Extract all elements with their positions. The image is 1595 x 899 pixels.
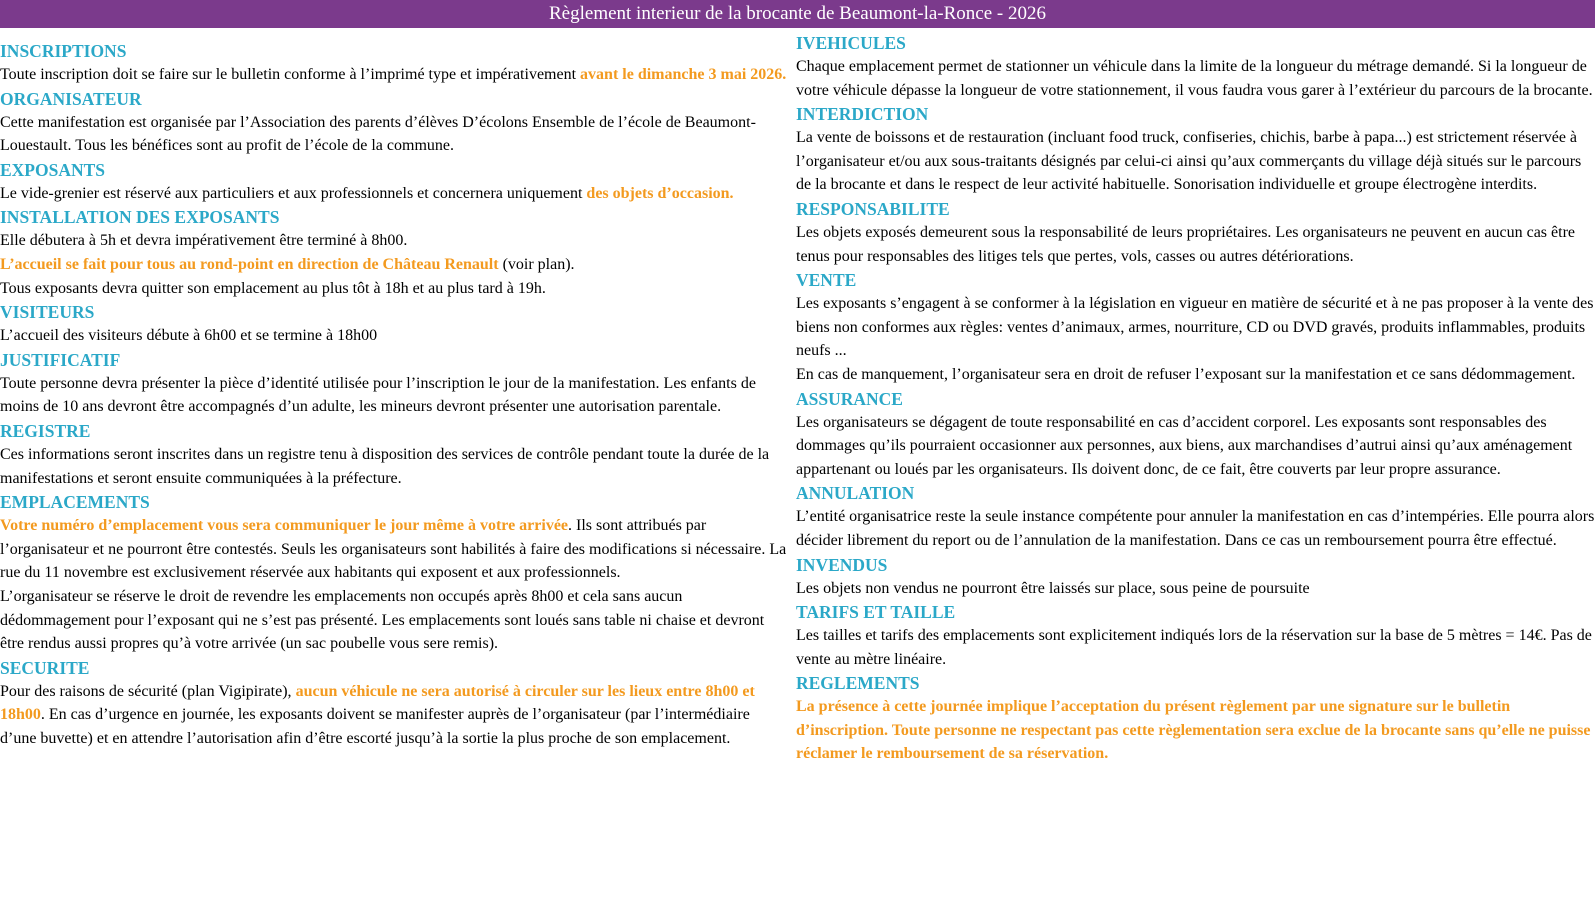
section-text-vente-2: En cas de manquement, l’organisateur sera en droit de refuser l’exposant sur la manifestation et ce sans dédommagement.: [796, 365, 1576, 383]
section-text-annulation: L’entité organisatrice reste la seule instance compétente pour annuler la manifestation en cas d’intempéries. Elle pourra alors décider librement du report ou de l’annulation de la manifestation. Dans ce cas un remboursement pourra être effectué.: [796, 508, 1595, 549]
section-text-vente-1: Les exposants s’engagent à se conformer à la législation en vigueur en matière de sécurité et à ne pas proposer à la vente des biens non conformes aux règles: ventes d’animaux, armes, nourriture, CD ou DVD gravés, produits inflammables, produits neufs ...: [796, 295, 1594, 360]
left-column: [0, 28, 788, 750]
highlight-vehicule: aucun véhicule ne sera autorisé à circuler sur les lieux entre 8h00 et 18h00: [0, 682, 755, 724]
section-heading-registre: REGISTRE: [0, 420, 91, 441]
section-text-emplacements-1: Votre numéro d’emplacement vous sera communiquer le jour même à votre arrivée. Ils sont attribués par l’organisateur et ne pourront être contestés. Seuls les organisateurs sont habilités à faire des modifications si nécessaire. La rue du 11 novembre est exclusivement réservée aux habitants qui exposent et aux professionnels.: [0, 517, 787, 582]
section-heading-exposants: EXPOSANTS: [0, 159, 106, 180]
section-text-interdiction: La vente de boissons et de restauration (incluant food truck, confiseries, chichis, barbe à papa...) est strictement réservée à l’organisateur et/ou aux sous-traitants désignés par celui-ci ainsi qu’aux commerçants du village déjà situés sur le parcours de la brocante et dans le respect de leur activité habituelle. Sonorisation individuelle et groupe électrogène interdits.: [796, 129, 1582, 194]
section-text-justificatif: Toute personne devra présenter la pièce d’identité utilisée pour l’inscription le jour de la manifestation. Les enfants de moins de 10 ans devront être accompagnés d’un adulte, les mineurs devront présenter une autorisation parentale.: [0, 374, 756, 416]
section-heading-visiteurs: VISITEURS: [0, 302, 95, 323]
section-text-installation-1: Elle débutera à 5h et devra impérativement être terminé à 8h00.: [0, 232, 408, 250]
section-text-responsabilite: Les objets exposés demeurent sous la responsabilité de leurs propriétaires. Les organisateurs ne peuvent en aucun cas être tenus pour responsables des litiges tels que pertes, vols, casses ou autres détériorations.: [796, 223, 1575, 265]
section-heading-reglements: REGLEMENTS: [796, 673, 920, 694]
right-column: [796, 28, 1595, 766]
section-text-assurance: Les organisateurs se dégagent de toute responsabilité en cas d’accident corporel. Les exposants sont responsables des dommages qu’ils pourraient occasionner aux personnes, aux biens, aux marchandises d’autrui ainsi qu’aux aménagement appartenant ou loués par les organisateurs. Ils doivent donc, de ce fait, être couverts par leur propre assurance.: [796, 413, 1573, 478]
section-heading-justificatif: JUSTIFICATIF: [0, 349, 121, 370]
section-heading-interdiction: INTERDICTION: [796, 104, 929, 125]
section-heading-securite: SECURITE: [0, 657, 90, 678]
section-heading-organisateur: ORGANISATEUR: [0, 88, 142, 109]
section-heading-inscriptions: INSCRIPTIONS: [0, 41, 127, 61]
section-text-installation-3: Tous exposants devra quitter son emplacement au plus tôt à 18h et au plus tard à 19h.: [0, 279, 546, 297]
section-text-invendus: Les objets non vendus ne pourront être laissés sur place, sous peine de poursuite: [796, 579, 1310, 597]
section-text-visiteurs: L’accueil des visiteurs débute à 6h00 et se termine à 18h00: [0, 327, 378, 345]
section-text-tarifs: Les tailles et tarifs des emplacements sont explicitement indiqués lors de la réservation sur la base de 5 mètres = 14€. Pas de vente au mètre linéaire.: [796, 627, 1592, 668]
section-heading-responsabilite: RESPONSABILITE: [796, 198, 950, 219]
section-heading-emplacements: EMPLACEMENTS: [0, 492, 150, 513]
section-text-exposants: Le vide-grenier est réservé aux particuliers et aux professionnels et concernera uniquement des objets d’occasion.: [0, 184, 734, 202]
section-heading-vehicules: IVEHICULES: [796, 33, 906, 53]
section-heading-installation: INSTALLATION DES EXPOSANTS: [0, 207, 280, 228]
section-text-installation-2: L’accueil se fait pour tous au rond-point en direction de Château Renault (voir plan).: [0, 255, 575, 273]
section-heading-assurance: ASSURANCE: [796, 388, 903, 409]
section-heading-vente: VENTE: [796, 270, 857, 291]
section-text-securite: Pour des raisons de sécurité (plan Vigipirate), aucun véhicule ne sera autorisé à circuler sur les lieux entre 8h00 et 18h00. En cas d’urgence en journée, les exposants doivent se manifester auprès de l’organisateur (par l’intermédiaire d’une buvette) et en attendre l’autorisation afin d’être escorté jusqu’à la sortie la plus proche de son emplacement.: [0, 682, 755, 747]
section-text-vehicules: Chaque emplacement permet de stationner un véhicule dans la limite de la longueur du métrage demandé. Si la longueur de votre véhicule dépasse la longueur de votre stationnement, il vous faudra vous garer à l’extérieur du parcours de la brocante.: [796, 58, 1593, 99]
page-title: Règlement interieur de la brocante de Beaumont-la-Ronce - 2026: [0, 0, 1595, 28]
section-text-emplacements-2: L’organisateur se réserve le droit de revendre les emplacements non occupés après 8h00 et cela sans aucun dédommagement pour l’exposant qui ne s’est pas présenté. Les emplacements sont loués sans table ni chaise et devront être rendus aussi propres qu’à votre arrivée (un sac poubelle vous sere remis).: [0, 587, 765, 653]
section-text-registre: Ces informations seront inscrites dans un registre tenu à disposition des services de contrôle pendant toute la durée de la manifestations et seront ensuite communiquées à la préfecture.: [0, 445, 770, 487]
section-heading-invendus: INVENDUS: [796, 554, 888, 575]
section-text-inscriptions: Toute inscription doit se faire sur le bulletin conforme à l’imprimé type et impérativement avant le dimanche 3 mai 2026.: [0, 66, 787, 83]
section-text-organisateur: Cette manifestation est organisée par l’Association des parents d’élèves D’écolons Ensemble de l’école de Beaumont-Louestault. Tous les bénéfices sont au profit de l’école de la commune.: [0, 113, 756, 155]
highlight-objets: des objets d’occasion.: [586, 184, 734, 202]
highlight-deadline: avant le dimanche 3 mai 2026.: [580, 66, 787, 83]
section-heading-annulation: ANNULATION: [796, 483, 915, 504]
highlight-accueil: L’accueil se fait pour tous au rond-point en direction de Château Renault: [0, 255, 499, 273]
highlight-numero: Votre numéro d’emplacement vous sera communiquer le jour même à votre arrivée: [0, 517, 569, 535]
section-heading-tarifs: TARIFS ET TAILLE: [796, 602, 956, 623]
section-text-reglements: La présence à cette journée implique l’acceptation du présent règlement par une signature sur le bulletin d’inscription. Toute personne ne respectant pas cette règlementation sera exclue de la brocante sans qu’elle ne puisse réclamer le remboursement de sa réservation.: [796, 698, 1591, 763]
